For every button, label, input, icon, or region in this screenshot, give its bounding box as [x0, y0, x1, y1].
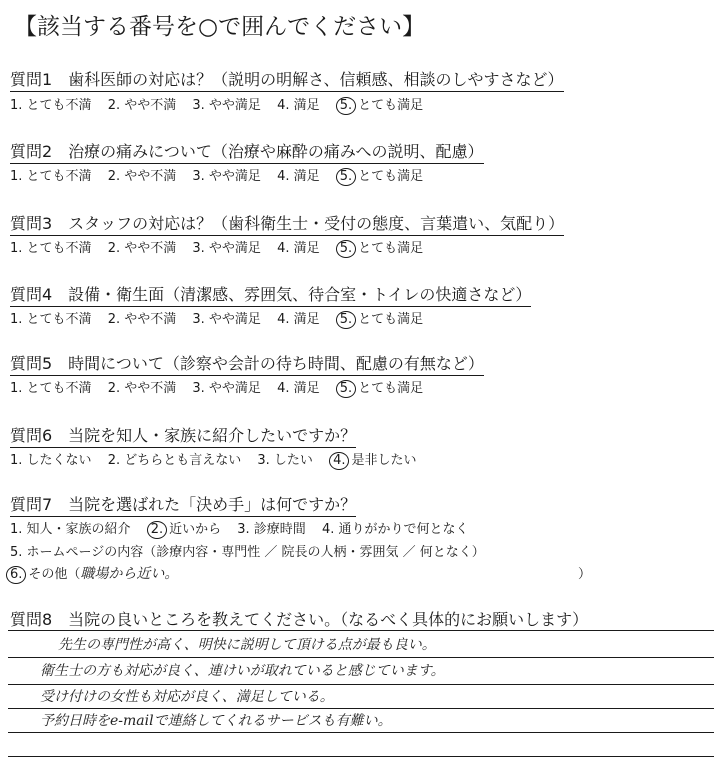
option[interactable]: 1. とても不満: [10, 98, 92, 113]
writing-line: [8, 756, 714, 757]
question-3-heading: 質問3 スタッフの対応は？（歯科衛生士・受付の態度、言葉遣い、気配り）: [10, 211, 564, 234]
option[interactable]: 4. 満足: [277, 98, 320, 113]
question-5-options: [10, 377, 423, 398]
option[interactable]: 1. とても不満: [10, 241, 92, 256]
option[interactable]: 2. やや不満: [107, 312, 177, 327]
question-3-options: [10, 237, 423, 258]
option[interactable]: 4. 通りがかりで何となく: [321, 522, 469, 537]
option[interactable]: 4. 満足: [277, 312, 320, 327]
question-4-options: [10, 308, 423, 329]
question-8-heading: 質問8 当院の良いところを教えてください。（なるべく具体的にお願いします）: [10, 610, 589, 629]
option[interactable]: 1. したくない: [10, 453, 92, 468]
option[interactable]: 4. 満足: [277, 241, 320, 256]
handwritten-comment[interactable]: 予約日時をe-mailで連絡してくれるサービスも有難い。: [40, 713, 392, 729]
circled-option-number[interactable]: 5.: [336, 380, 356, 398]
option[interactable]: 3. やや満足: [192, 169, 261, 184]
circled-option-number[interactable]: 5.: [336, 311, 356, 329]
question-7-option-5[interactable]: 5. ホームページの内容（診療内容・専門性 ／ 院長の人柄・雰囲気 ／ 何となく）: [10, 545, 485, 560]
circled-option-number[interactable]: 2.: [147, 521, 167, 539]
question-5-heading: 質問5 時間について（診察や会計の待ち時間、配慮の有無など）: [10, 351, 484, 374]
question-6-heading: 質問6 当院を知人・家族に紹介したいですか？: [10, 423, 356, 446]
option[interactable]: 3. やや満足: [192, 241, 261, 256]
form-title: 【該当する番号を○で囲んでください】: [14, 14, 426, 40]
option[interactable]: 2. やや不満: [107, 169, 177, 184]
question-7-heading: 質問7 当院を選ばれた「決め手」は何ですか？: [10, 492, 356, 515]
option[interactable]: 2. やや不満: [107, 381, 177, 396]
option[interactable]: 1. とても不満: [10, 169, 92, 184]
option[interactable]: 3. 診療時間: [237, 522, 306, 537]
question-2-options: [10, 165, 423, 186]
option[interactable]: 4. 満足: [277, 381, 320, 396]
handwritten-comment[interactable]: 衛生士の方も対応が良く、連けいが取れていると感じています。: [40, 663, 445, 679]
option[interactable]: 1. 知人・家族の紹介: [10, 522, 131, 537]
question-1-options: [10, 94, 423, 115]
question-7-options-row1: [10, 518, 480, 539]
question-6-options: [10, 449, 416, 470]
writing-line: [8, 684, 714, 685]
other-close-paren: ）: [578, 567, 592, 582]
option[interactable]: 4. 満足: [277, 169, 320, 184]
circled-option-label[interactable]: 近いから: [169, 522, 222, 537]
circled-option-number[interactable]: 5.: [336, 240, 356, 258]
option[interactable]: 2. やや不満: [107, 241, 177, 256]
option[interactable]: 2. やや不満: [107, 98, 177, 113]
circled-option-number[interactable]: 5.: [336, 168, 356, 186]
option[interactable]: 3. やや満足: [192, 381, 261, 396]
handwritten-comment[interactable]: 受け付けの女性も対応が良く、満足している。: [40, 689, 334, 705]
question-1-heading: 質問1 歯科医師の対応は？（説明の明解さ、信頼感、相談のしやすさなど）: [10, 67, 564, 90]
circled-option-label[interactable]: とても満足: [358, 241, 424, 256]
writing-line: [8, 630, 714, 631]
option[interactable]: 1. とても不満: [10, 312, 92, 327]
circled-option-label[interactable]: とても満足: [358, 98, 424, 113]
question-4-heading: 質問4 設備・衛生面（清潔感、雰囲気、待合室・トイレの快適さなど）: [10, 282, 531, 305]
circled-option-label[interactable]: とても満足: [358, 381, 424, 396]
circled-option-label[interactable]: とても満足: [358, 312, 424, 327]
option[interactable]: 3. したい: [257, 453, 313, 468]
option[interactable]: 2. どちらとも言えない: [107, 453, 242, 468]
question-7-option-6: [6, 563, 178, 584]
circled-option-number[interactable]: 5.: [336, 97, 356, 115]
other-label: その他（: [28, 567, 81, 582]
option[interactable]: 3. やや満足: [192, 312, 261, 327]
option[interactable]: 1. とても不満: [10, 381, 92, 396]
handwritten-answer[interactable]: 職場から近い。: [80, 566, 179, 582]
circled-option-label[interactable]: 是非したい: [351, 453, 417, 468]
circled-option-number[interactable]: 6.: [6, 566, 26, 584]
question-2-heading: 質問2 治療の痛みについて（治療や麻酔の痛みへの説明、配慮）: [10, 139, 484, 162]
circled-option-label[interactable]: とても満足: [358, 169, 424, 184]
handwritten-comment[interactable]: 先生の専門性が高く、明快に説明して頂ける点が最も良い。: [58, 637, 436, 653]
writing-line: [8, 732, 714, 733]
writing-line: [8, 657, 714, 658]
option[interactable]: 3. やや満足: [192, 98, 261, 113]
circled-option-number[interactable]: 4.: [329, 452, 349, 470]
writing-line: [8, 708, 714, 709]
